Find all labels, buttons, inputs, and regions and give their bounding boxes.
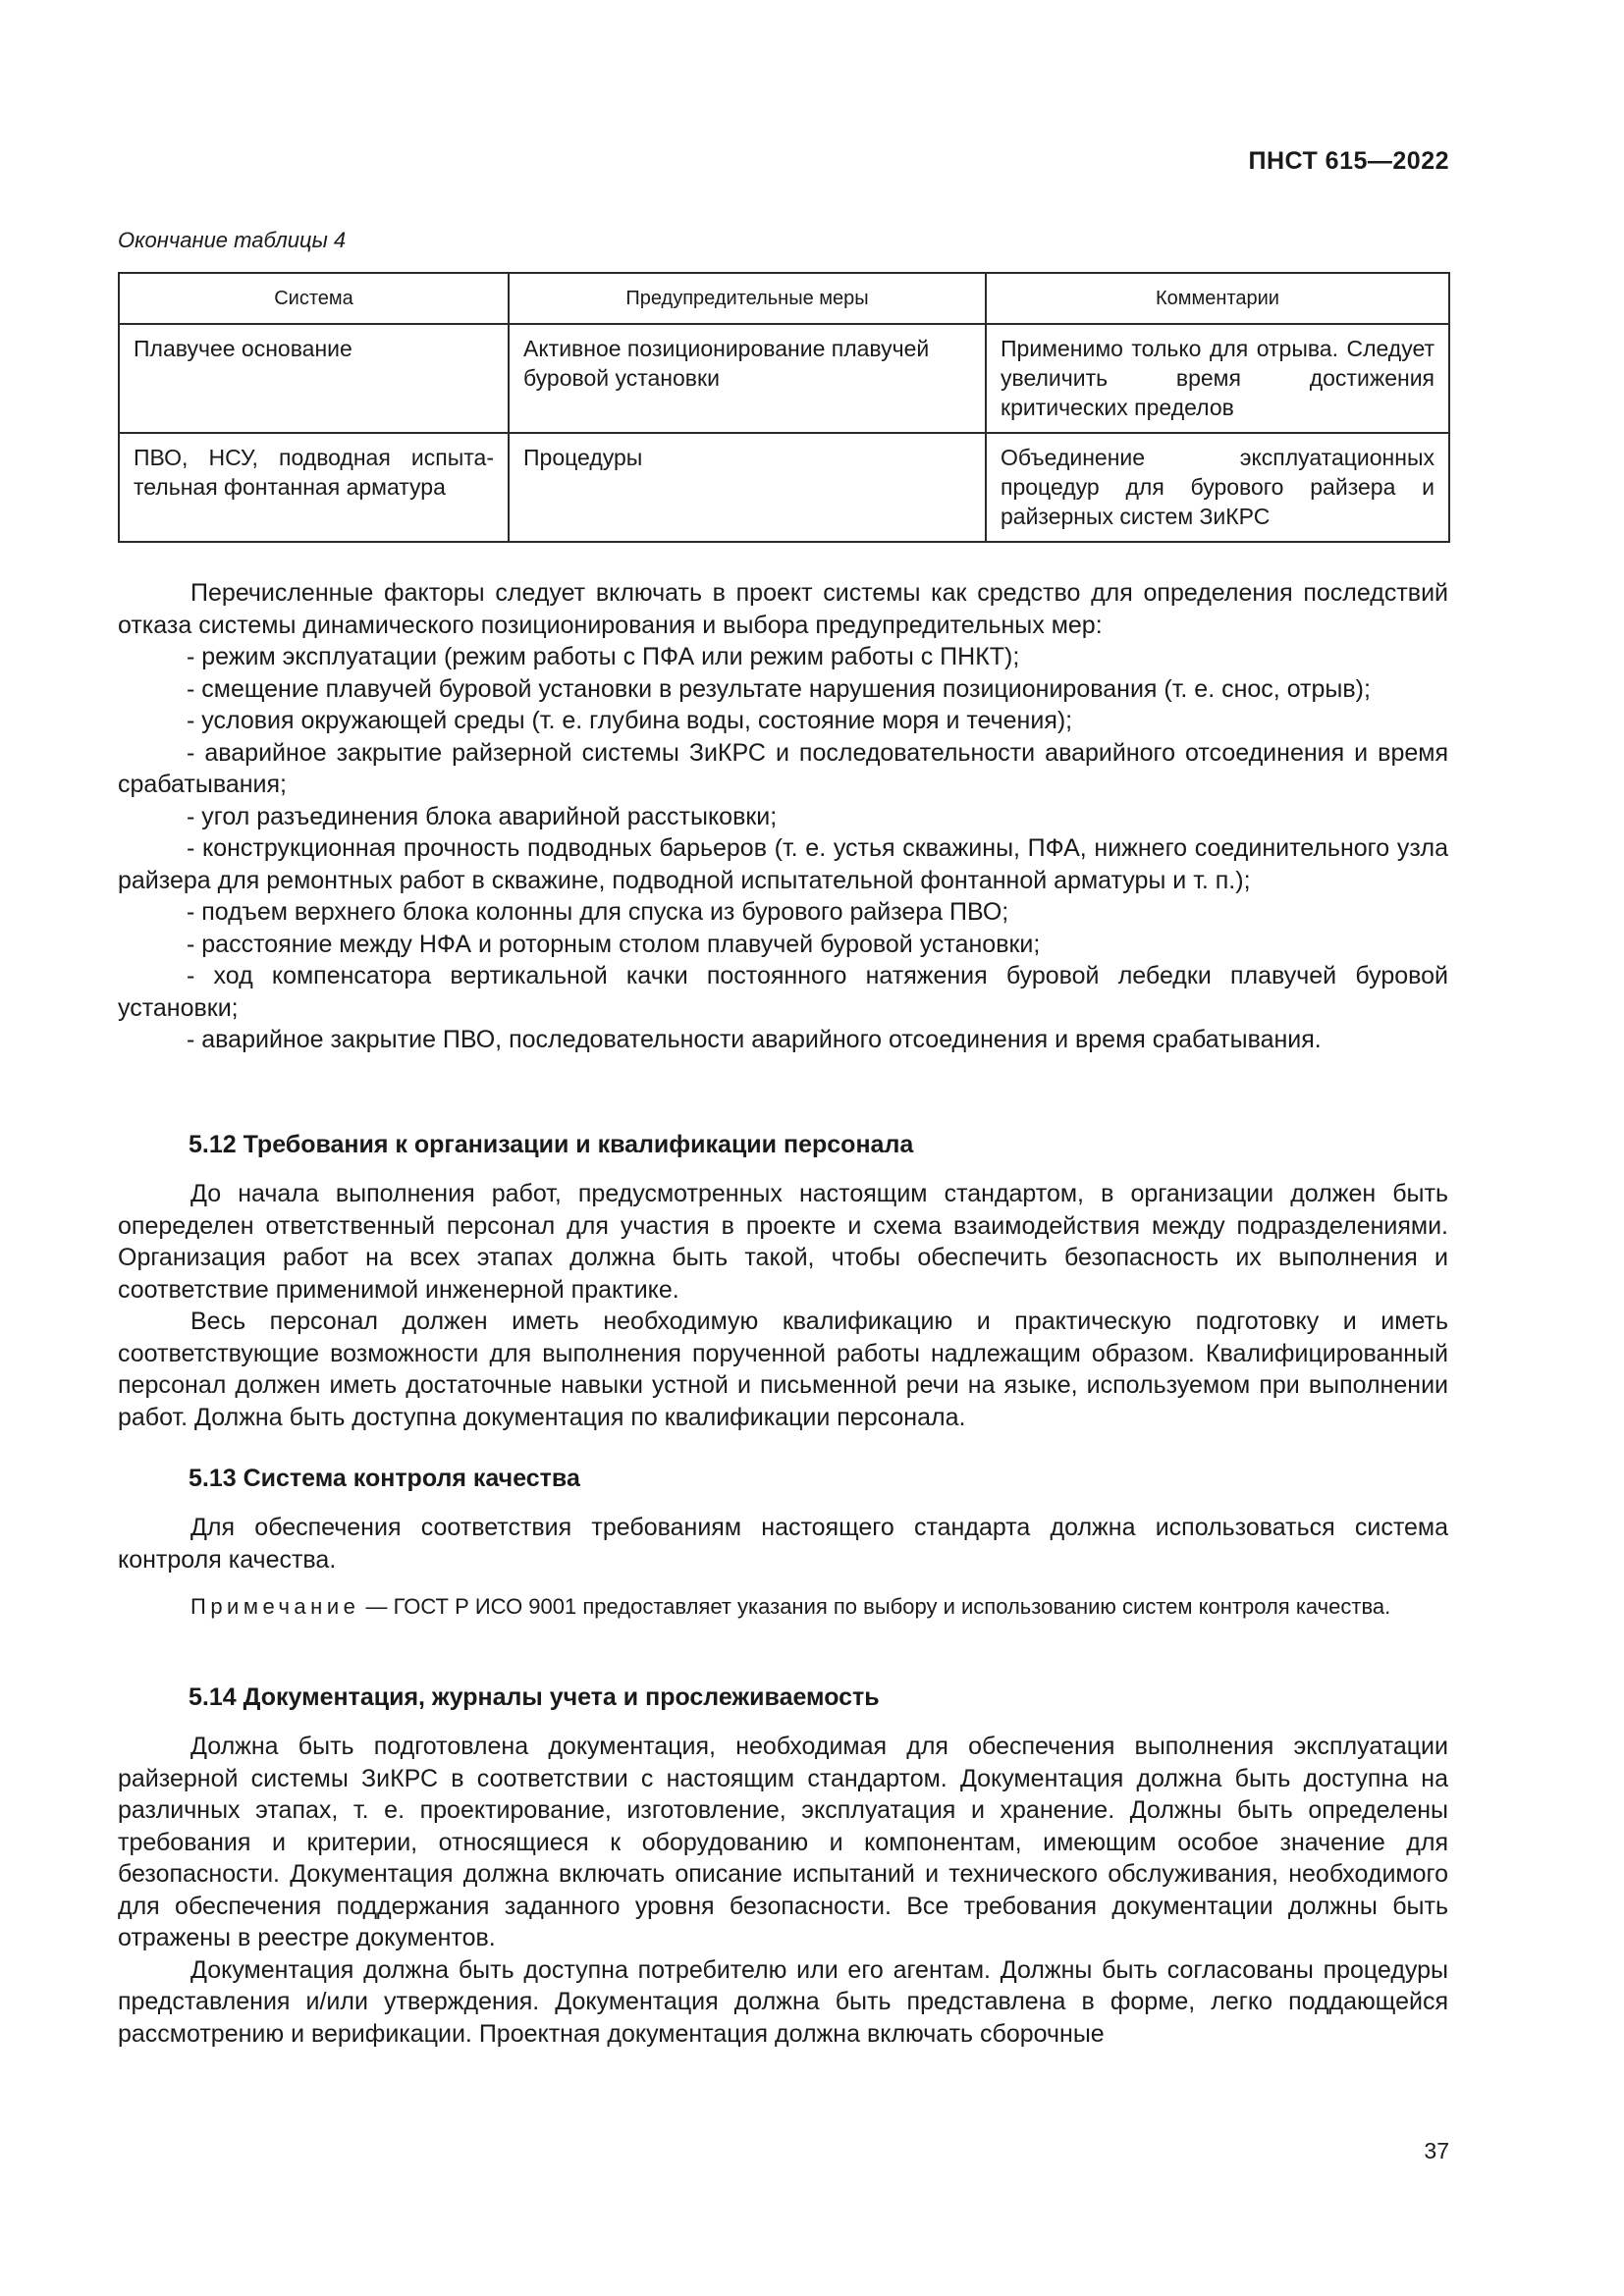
list-item: - смещение плавучей буровой установки в результате нарушения позиционирования (т. е. снос, отрыв); (187, 674, 1371, 703)
note-text: — ГОСТ Р ИСО 9001 предоставляет указания по выбору и использованию систем контроля качества. (359, 1594, 1391, 1619)
list-item: - угол разъединения блока аварийной расстыковки; (187, 802, 778, 830)
table-row (119, 324, 1449, 433)
list-item: - расстояние между НФА и роторным столом плавучей буровой установки; (187, 930, 1041, 958)
list-item: - подъем верхнего блока колонны для спуска из бурового райзера ПВО; (187, 898, 1009, 926)
factors-block (118, 577, 1448, 1056)
section-5-13-body (118, 1512, 1448, 1575)
paragraph: До начала выполнения работ, предусмотренных настоящим стандартом, в организации должен быть опеределен ответственный персонал для участия в проекте и схема взаимодействия между подразделениями. Организация работ на всех этапах должна быть такой, чтобы обеспечить безопасность их выполнения и соответствие применимой инженерной практике. (118, 1180, 1448, 1304)
list-item: - режим эксплуатации (режим работы с ПФА или режим работы с ПНКТ); (187, 643, 1020, 670)
table-4 (118, 272, 1450, 543)
list-item: - условия окружающей среды (т. е. глубина воды, состояние моря и течения); (187, 707, 1073, 734)
section-5-14-body (118, 1731, 1448, 2050)
section-heading: 5.13 Система контроля качества (189, 1465, 580, 1492)
table-cell: Применимо только для отрыва. Следует увеличить время достижения критических пределов (986, 324, 1449, 433)
table-header-row (119, 273, 1449, 324)
column-header-comments: Комментарии (986, 273, 1449, 324)
column-header-measures: Предупредительные меры (509, 273, 986, 324)
list-item: - аварийное закрытие ПВО, последовательности аварийного отсоединения и время срабатывания. (187, 1026, 1322, 1053)
table-cell: ПВО, НСУ, подводная испытательная фонтанная арматура (119, 433, 509, 542)
page-number: 37 (1424, 2138, 1449, 2163)
paragraph: Должна быть подготовлена документация, необходимая для обеспечения выполнения эксплуатации райзерной системы ЗиКРС в соответствии с настоящим стандартом. Документация должна быть доступна на различных этапах, т. е. проектирование, изготовление, эксплуатация и хранение. Должны быть определены требования и критерии, относящиеся к оборудованию и компонентам, имеющим особое значение для безопасности. Документация должна включать описание испытаний и технического обслуживания, необходимого для обеспечения поддержания заданного уровня безопасности. Все требования документации должны быть отражены в реестре документов. (118, 1733, 1448, 1951)
table-cell: Плавучее основание (119, 324, 509, 433)
section-heading: 5.14 Документация, журналы учета и прослеживаемость (189, 1683, 880, 1711)
table-cell: Объединение эксплуатационных процедур для бурового райзера и райзерных систем ЗиКРС (986, 433, 1449, 542)
table-cell: Активное позиционирование плавучей буровой установки (509, 324, 986, 433)
document-id: ПНСТ 615—2022 (1248, 147, 1449, 175)
section-5-14 (118, 1682, 1448, 1714)
paragraph: Весь персонал должен иметь необходимую квалификацию и практическую подготовку и иметь соответствующие возможности для выполнения порученной работы надлежащим образом. Квалифицированный персонал должен иметь достаточные навыки устной и письменной речи на языке, используемом при выполнении работ. Должна быть доступна документация по квалификации персонала. (118, 1308, 1448, 1431)
table-caption: Окончание таблицы 4 (118, 228, 347, 252)
table-cell: Процедуры (509, 433, 986, 542)
section-5-12 (118, 1129, 1448, 1161)
list-item: - аварийное закрытие райзерной системы ЗиКРС и последовательности аварийного отсоединения и время срабатывания; (118, 738, 1448, 798)
column-header-system: Система (119, 273, 509, 324)
list-item: - конструкционная прочность подводных барьеров (т. е. устья скважины, ПФА, нижнего соединительного узла райзера для ремонтных работ в скважине, подводной испытательной фонтанной арматуры и т. п.); (118, 834, 1448, 894)
section-heading: 5.12 Требования к организации и квалификации персонала (189, 1131, 914, 1158)
section-5-13 (118, 1463, 1448, 1495)
section-5-12-body (118, 1178, 1448, 1433)
table-row (119, 433, 1449, 542)
paragraph: Для обеспечения соответствия требованиям настоящего стандарта должна использоваться система контроля качества. (118, 1514, 1448, 1574)
intro-paragraph: Перечисленные факторы следует включать в проект системы как средство для определения последствий отказа системы динамического позиционирования и выбора предупредительных мер: (118, 579, 1448, 639)
list-item: - ход компенсатора вертикальной качки постоянного натяжения буровой лебедки плавучей буровой установки; (118, 962, 1448, 1022)
paragraph: Документация должна быть доступна потребителю или его агентам. Должны быть согласованы процедуры представления и/или утверждения. Документация должна быть представлена в форме, легко поддающейся рассмотрению и верификации. Проектная документация должна включать сборочные (118, 1955, 1448, 2048)
note (118, 1593, 1448, 1621)
note-label: Примечание (190, 1594, 360, 1619)
